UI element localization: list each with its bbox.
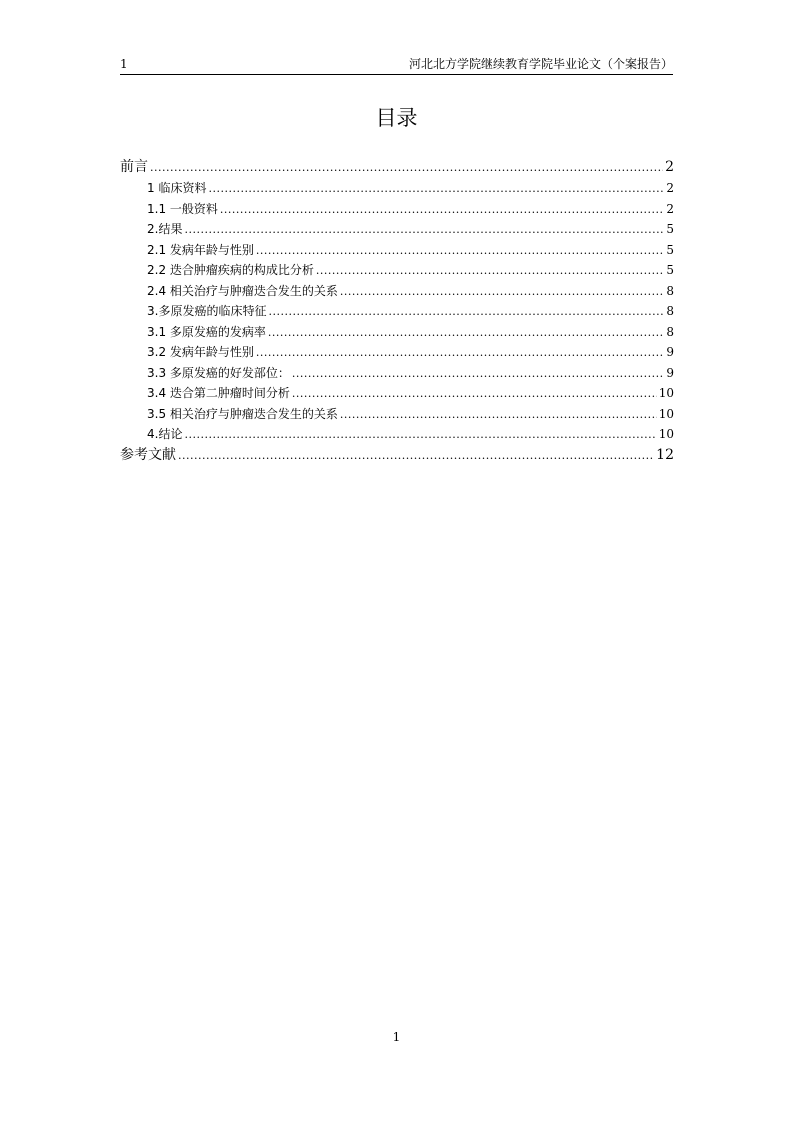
toc-entry-page: 10	[658, 386, 674, 400]
toc-entry-number: 2.1	[147, 242, 170, 257]
toc-entry[interactable]	[120, 404, 674, 425]
toc-dot-leader	[268, 323, 664, 343]
toc-entry-text: 相关治疗与肿瘤迭合发生的关系	[169, 283, 338, 298]
toc-dot-leader	[292, 364, 664, 384]
toc-entry-number: 2.4	[147, 283, 170, 298]
toc-dot-leader	[178, 445, 654, 466]
toc-entry-number: 3.	[147, 304, 159, 318]
toc-dot-leader	[340, 282, 664, 302]
toc-dot-leader	[220, 200, 664, 220]
toc-dot-leader	[292, 384, 657, 404]
toc-entry-page: 10	[658, 406, 674, 421]
toc-entry-text: 迭合肿瘤疾病的构成比分析	[169, 263, 314, 277]
toc-entry[interactable]	[120, 383, 674, 404]
toc-entry[interactable]	[120, 445, 674, 466]
toc-entry[interactable]	[120, 157, 674, 178]
toc-entry-page: 8	[666, 304, 674, 318]
toc-entry-page: 5	[666, 263, 674, 277]
toc-dot-leader	[268, 302, 664, 322]
toc-dot-leader	[256, 241, 664, 261]
toc-dot-leader	[256, 343, 664, 363]
toc-entry-label	[120, 157, 148, 178]
toc-dot-leader	[184, 220, 664, 240]
toc-entry-number: 3.5	[147, 406, 170, 421]
toc-entry[interactable]	[120, 219, 674, 240]
toc-entry-number: 3.3	[147, 365, 170, 380]
toc-entry[interactable]	[120, 260, 674, 281]
toc-heading: 目录	[375, 106, 418, 130]
toc-entry-number: 1.1	[147, 201, 170, 216]
toc-entry[interactable]	[120, 424, 674, 445]
toc-entry-label	[147, 219, 182, 240]
toc-entry-label	[147, 342, 254, 363]
toc-entry-page: 5	[666, 242, 674, 257]
toc-dot-leader	[150, 157, 663, 178]
toc-entry-number: 1	[147, 181, 159, 195]
toc-entry-label	[147, 260, 314, 281]
toc-entry[interactable]	[120, 363, 674, 384]
toc-entry-label	[147, 424, 182, 445]
toc-entry[interactable]	[120, 178, 674, 199]
footer-page-number: 1	[392, 1030, 401, 1044]
toc-entry-page: 8	[666, 324, 674, 339]
toc-dot-leader	[340, 405, 657, 425]
toc-entry-page: 10	[658, 427, 674, 441]
toc-entry-text: 发病年龄与性别	[169, 345, 254, 359]
toc-dot-leader	[208, 179, 664, 199]
toc-entry-page: 2	[666, 181, 674, 195]
toc-entry-text: 多原发癌的发病率	[169, 324, 266, 339]
toc-entry-text: 多原发癌的临床特征	[158, 304, 267, 318]
toc-entry-text: 多原发癌的好发部位：	[169, 365, 290, 380]
toc-entry-label	[120, 445, 176, 466]
toc-entry-number: 2.	[147, 222, 159, 236]
toc-entry-page: 12	[656, 446, 674, 463]
table-of-contents	[120, 157, 674, 466]
toc-entry[interactable]	[120, 199, 674, 220]
toc-entry-text: 一般资料	[169, 201, 218, 216]
toc-entry-page: 2	[666, 201, 674, 216]
header-page-number: 1	[120, 57, 128, 71]
toc-entry-text: 结论	[158, 427, 183, 441]
toc-entry-number: 2.2	[147, 263, 170, 277]
toc-entry-page: 5	[666, 222, 674, 236]
toc-entry-page: 2	[665, 159, 674, 175]
toc-entry-text: 相关治疗与肿瘤迭合发生的关系	[169, 406, 338, 421]
toc-entry-page: 9	[666, 365, 674, 380]
page-header	[120, 56, 673, 75]
toc-entry[interactable]	[120, 322, 674, 343]
toc-entry-label	[147, 383, 290, 404]
toc-entry[interactable]	[120, 342, 674, 363]
toc-dot-leader	[316, 261, 664, 281]
toc-entry-text: 迭合第二肿瘤时间分析	[169, 386, 290, 400]
toc-entry-label	[147, 281, 338, 302]
toc-entry-number: 3.2	[147, 345, 170, 359]
toc-entry-text: 临床资料	[158, 181, 207, 195]
toc-entry[interactable]	[120, 281, 674, 302]
toc-entry-text: 前言	[120, 159, 148, 175]
toc-entry-label	[147, 322, 266, 343]
header-title: 河北北方学院继续教育学院毕业论文（个案报告）	[408, 57, 673, 71]
toc-entry-label	[147, 404, 338, 425]
toc-entry[interactable]	[120, 240, 674, 261]
toc-dot-leader	[184, 425, 656, 445]
toc-entry-label	[147, 363, 290, 384]
toc-entry-label	[147, 301, 266, 322]
toc-entry-label	[147, 199, 218, 220]
toc-entry-text: 参考文献	[120, 446, 176, 463]
toc-entry-text: 发病年龄与性别	[169, 242, 254, 257]
toc-entry-label	[147, 240, 254, 261]
toc-entry-page: 9	[666, 345, 674, 359]
toc-entry-number: 3.4	[147, 386, 170, 400]
toc-entry-text: 结果	[158, 222, 183, 236]
toc-entry-number: 3.1	[147, 324, 170, 339]
toc-entry-page: 8	[666, 283, 674, 298]
toc-entry-label	[147, 178, 206, 199]
toc-entry[interactable]	[120, 301, 674, 322]
toc-entry-number: 4.	[147, 427, 159, 441]
